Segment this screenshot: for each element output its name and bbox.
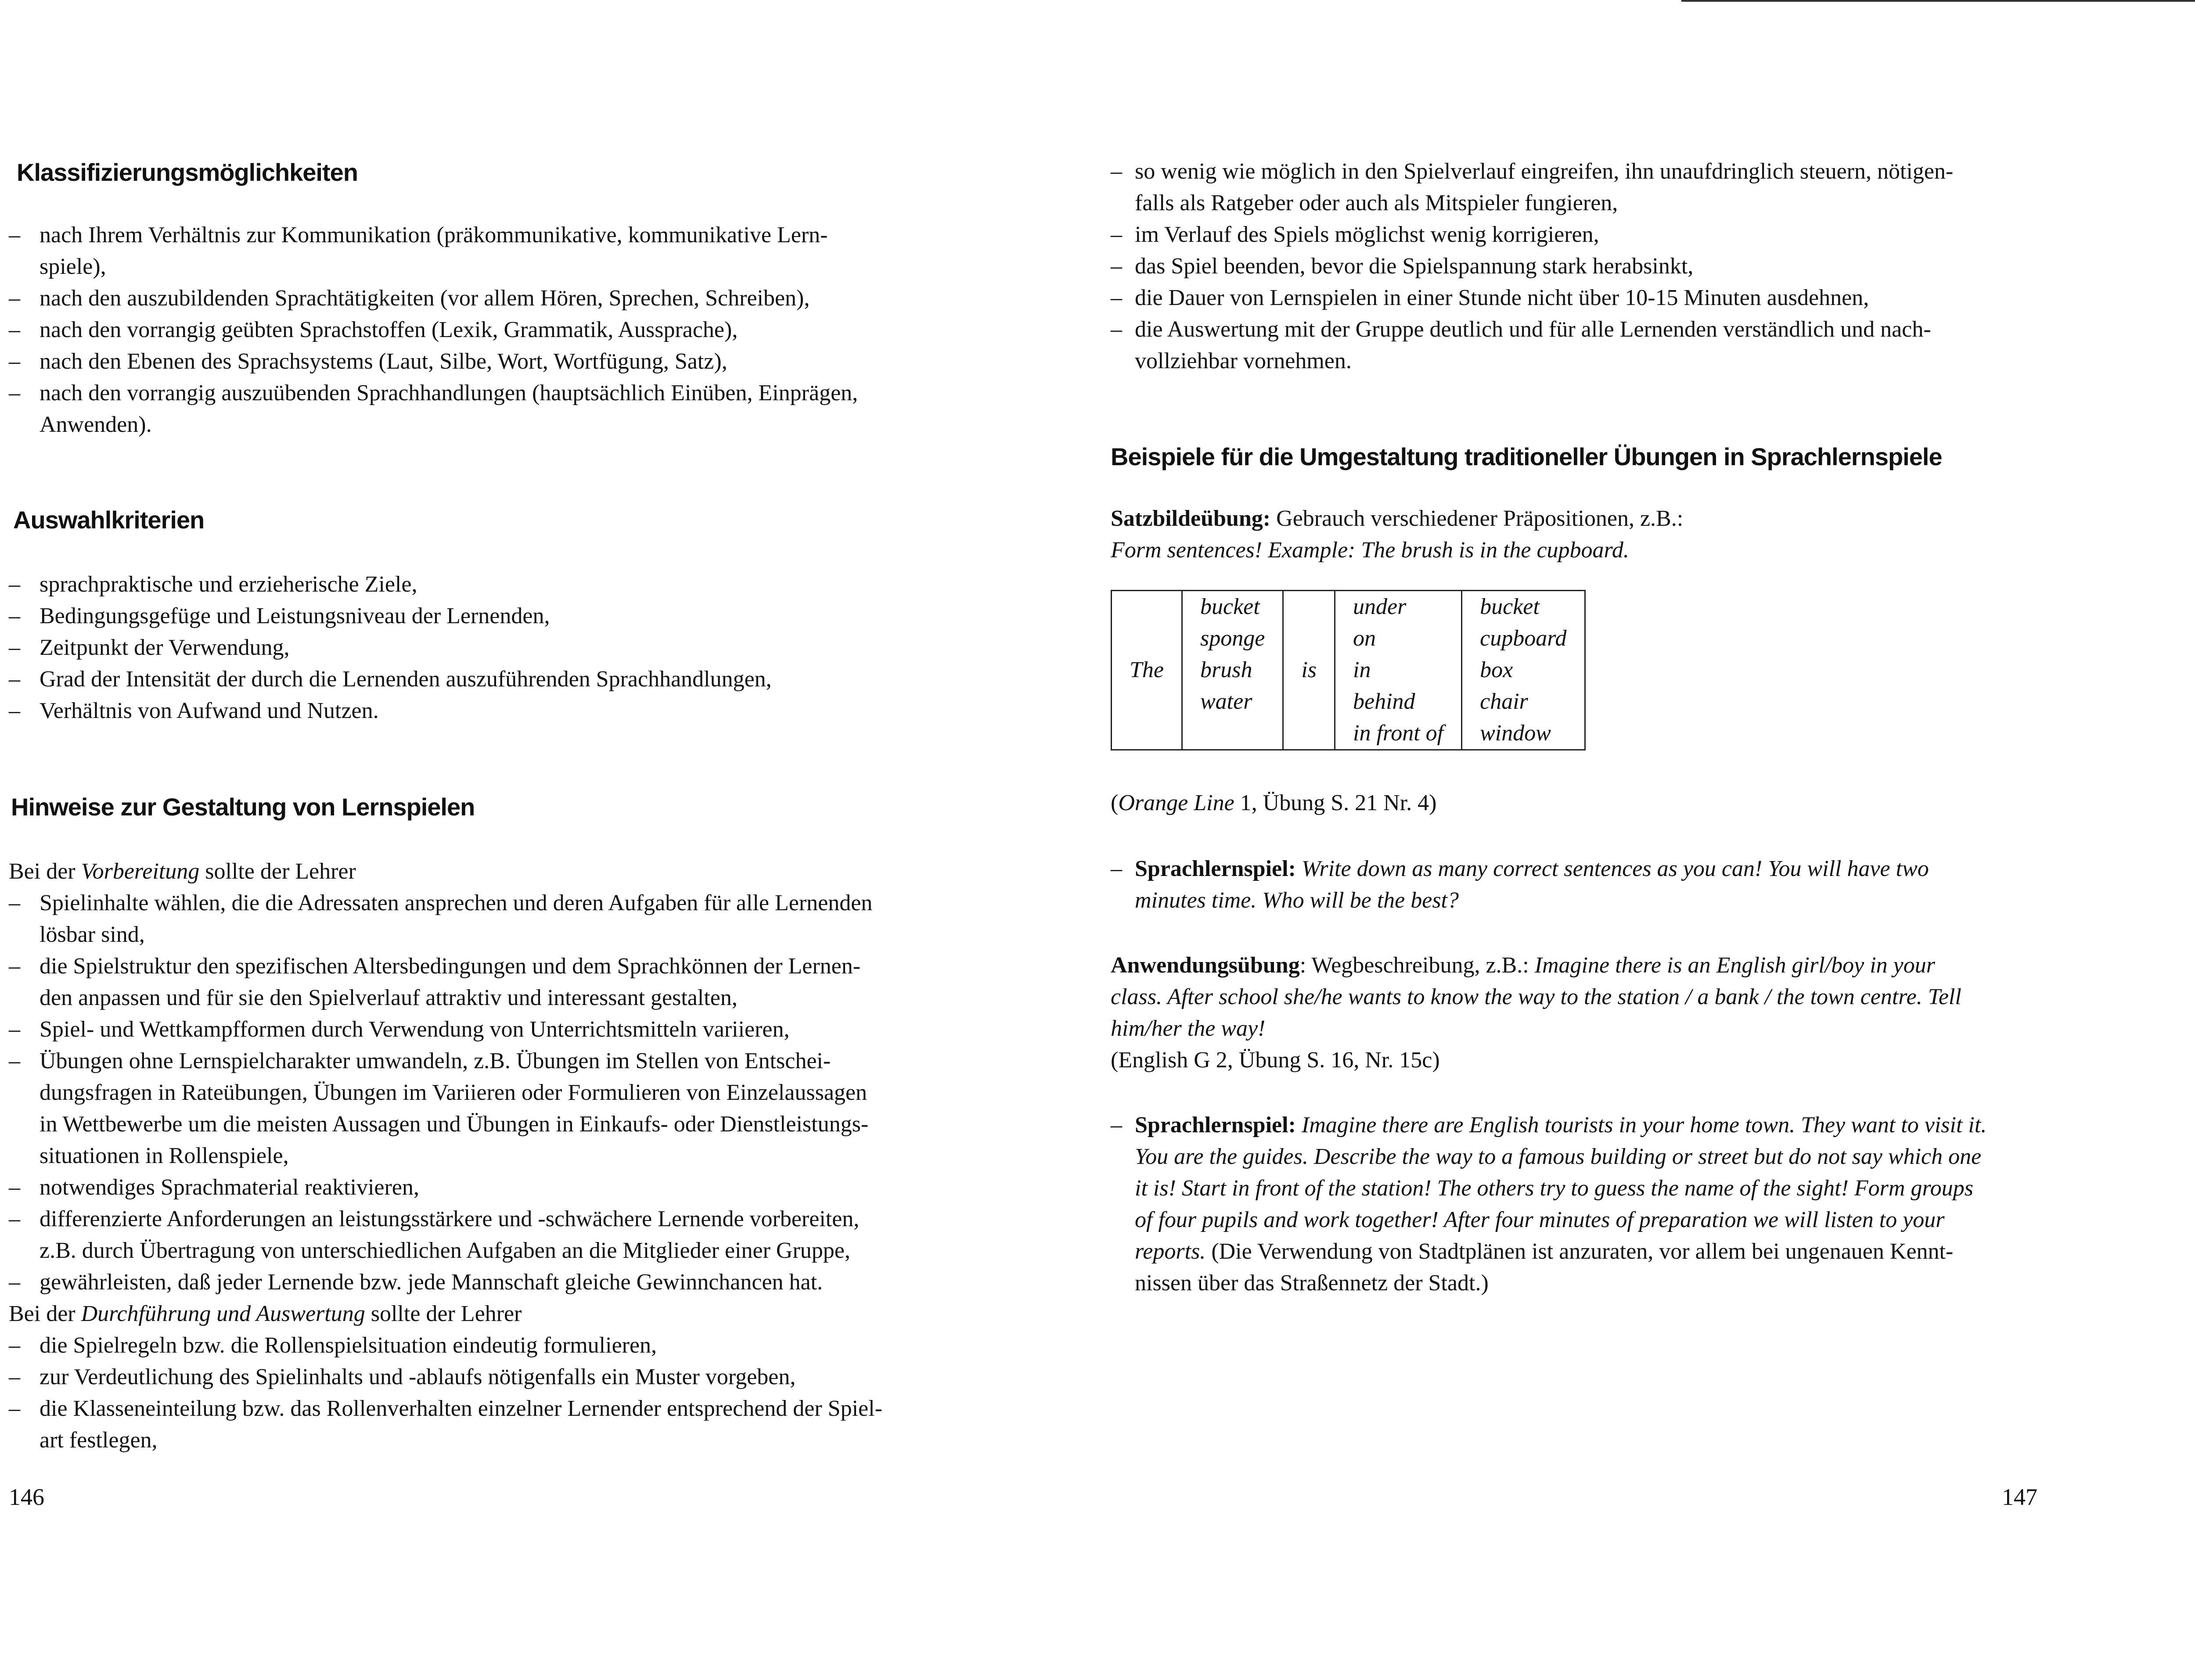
text-line: die Spielregeln bzw. die Rollenspielsituation eindeutig formulieren, xyxy=(40,1333,657,1358)
heading-hinweise: Hinweise zur Gestaltung von Lernspielen xyxy=(11,793,475,821)
intro-vorbereitung: Bei der Vorbereitung sollte der Lehrer xyxy=(9,859,356,884)
text-line: Zeitpunkt der Verwendung, xyxy=(40,635,290,660)
intro-durchfuehrung: Bei der Durchführung und Auswertung sollte der Lehrer xyxy=(9,1301,522,1326)
text-line: die Klasseneinteilung bzw. das Rollenverhalten einzelner Lernender entsprechend der Spiel- xyxy=(40,1396,882,1421)
text-line: him/her the way! xyxy=(1111,1016,1266,1041)
text-line: Anwenden). xyxy=(40,412,152,437)
satzbildeuebung-line: Satzbildeübung: Gebrauch verschiedener Präpositionen, z.B.: xyxy=(1111,506,1684,531)
text-line: so wenig wie möglich in den Spielverlauf eingreifen, ihn unaufdringlich steuern, nötigen- xyxy=(1135,159,1954,184)
text-line: falls als Ratgeber oder auch als Mitspieler fungieren, xyxy=(1135,190,1618,215)
text-line: notwendiges Sprachmaterial reaktivieren, xyxy=(40,1175,419,1200)
anwendungsuebung-line: Anwendungsübung: Wegbeschreibung, z.B.: Imagine there is an English girl/boy in your xyxy=(1111,953,1935,978)
table-cell-places: bucket cupboard box chair window xyxy=(1462,591,1585,750)
text-line: art festlegen, xyxy=(40,1428,158,1453)
source-orange-line: (Orange Line 1, Übung S. 21 Nr. 4) xyxy=(1111,790,1437,815)
text-line: die Auswertung mit der Gruppe deutlich und für alle Lernenden verständlich und nach- xyxy=(1135,317,1931,342)
text-line: class. After school she/he wants to know the way to the station / a bank / the town centre. Tell xyxy=(1111,984,1961,1009)
text-line: Spielinhalte wählen, die die Adressaten ansprechen und deren Aufgaben für alle Lernenden xyxy=(40,890,873,915)
heading-klassifizierung: Klassifizierungsmöglichkeiten xyxy=(17,158,358,186)
text-line: die Spielstruktur den spezifischen Altersbedingungen und dem Sprachkönnen der Lernen- xyxy=(40,954,861,979)
source-english-g2: (English G 2, Übung S. 16, Nr. 15c) xyxy=(1111,1048,1440,1073)
text-line: You are the guides. Describe the way to a famous building or street but do not say which one xyxy=(1135,1144,1982,1169)
text-line: vollziehbar vornehmen. xyxy=(1135,348,1352,373)
text-line: lösbar sind, xyxy=(40,922,145,947)
text-line: nach den auszubildenden Sprachtätigkeiten (vor allem Hören, Sprechen, Schreiben), xyxy=(40,286,810,311)
table-cell-nouns: bucket sponge brush water xyxy=(1182,591,1283,750)
text-line: nissen über das Straßennetz der Stadt.) xyxy=(1135,1271,1489,1296)
page-number-left: 146 xyxy=(9,1484,44,1510)
table-cell-subject: The xyxy=(1112,591,1182,750)
text-line: sprachpraktische und erzieherische Ziele, xyxy=(40,572,417,597)
text-line: reports. (Die Verwendung von Stadtplänen ist anzuraten, vor allem bei ungenauen Kennt- xyxy=(1135,1239,1954,1264)
text-line: die Dauer von Lernspielen in einer Stunde nicht über 10-15 Minuten ausdehnen, xyxy=(1135,285,1869,310)
text-line: zur Verdeutlichung des Spielinhalts und -ablaufs nötigenfalls ein Muster vorgeben, xyxy=(40,1364,796,1389)
text-line: nach den vorrangig geübten Sprachstoffen (Lexik, Grammatik, Aussprache), xyxy=(40,317,738,342)
text-line: im Verlauf des Spiels möglichst wenig korrigieren, xyxy=(1135,222,1599,247)
top-rule xyxy=(1681,0,2195,2)
text-line: dungsfragen in Rateübungen, Übungen im Variieren oder Formulieren von Einzelaussagen xyxy=(40,1080,867,1105)
text-line: Bedingungsgefüge und Leistungsniveau der Lernenden, xyxy=(40,603,550,628)
text-line: in Wettbewerbe um die meisten Aussagen und Übungen in Einkaufs- oder Dienstleistungs- xyxy=(40,1112,869,1137)
text-line: spiele), xyxy=(40,254,106,279)
text-line: it is! Start in front of the station! The others try to guess the name of the sight! Form groups xyxy=(1135,1176,1973,1201)
sprachlernspiel-2: Sprachlernspiel: Imagine there are English tourists in your home town. They want to visit it. xyxy=(1135,1113,1987,1138)
text-line: das Spiel beenden, bevor die Spielspannung stark herabsinkt, xyxy=(1135,254,1694,279)
text-line: situationen in Rollenspiele, xyxy=(40,1143,289,1168)
text-line: Grad der Intensität der durch die Lernenden auszuführenden Sprachhandlungen, xyxy=(40,667,772,692)
sprachlernspiel-1: Sprachlernspiel: Write down as many correct sentences as you can! You will have two xyxy=(1135,856,1929,881)
text-line: Spiel- und Wettkampfformen durch Verwendung von Unterrichtsmitteln variieren, xyxy=(40,1017,790,1042)
heading-beispiele: Beispiele für die Umgestaltung traditioneller Übungen in Sprachlernspiele xyxy=(1111,443,1942,470)
page-number-right: 147 xyxy=(2002,1484,2037,1510)
text-line: gewährleisten, daß jeder Lernende bzw. jede Mannschaft gleiche Gewinnchancen hat. xyxy=(40,1270,823,1295)
text-line: nach Ihrem Verhältnis zur Kommunikation (präkommunikative, kommunikative Lern- xyxy=(40,223,828,248)
text-line: differenzierte Anforderungen an leistungsstärkere und -schwächere Lernende vorbereiten, xyxy=(40,1206,860,1231)
table-cell-prepositions: under on in behind in front of xyxy=(1335,591,1462,750)
text-line: minutes time. Who will be the best? xyxy=(1135,888,1459,913)
text-line: Übungen ohne Lernspielcharakter umwandeln, z.B. Übungen im Stellen von Entschei- xyxy=(40,1048,831,1073)
text-line: Verhältnis von Aufwand und Nutzen. xyxy=(40,698,379,723)
text-line: nach den vorrangig auszuübenden Sprachhandlungen (hauptsächlich Einüben, Einprägen, xyxy=(40,381,858,406)
substitution-table xyxy=(1111,590,1586,750)
heading-auswahlkriterien: Auswahlkriterien xyxy=(13,506,205,534)
text-line: z.B. durch Übertragung von unterschiedlichen Aufgaben an die Mitglieder einer Gruppe, xyxy=(40,1238,850,1263)
text-line: den anpassen und für sie den Spielverlauf attraktiv und interessant gestalten, xyxy=(40,985,738,1010)
satz-example: Form sentences! Example: The brush is in the cupboard. xyxy=(1111,538,1629,563)
text-line: of four pupils and work together! After four minutes of preparation we will listen to your xyxy=(1135,1207,1945,1232)
text-line: nach den Ebenen des Sprachsystems (Laut, Silbe, Wort, Wortfügung, Satz), xyxy=(40,349,727,374)
table-cell-verb: is xyxy=(1283,591,1335,750)
